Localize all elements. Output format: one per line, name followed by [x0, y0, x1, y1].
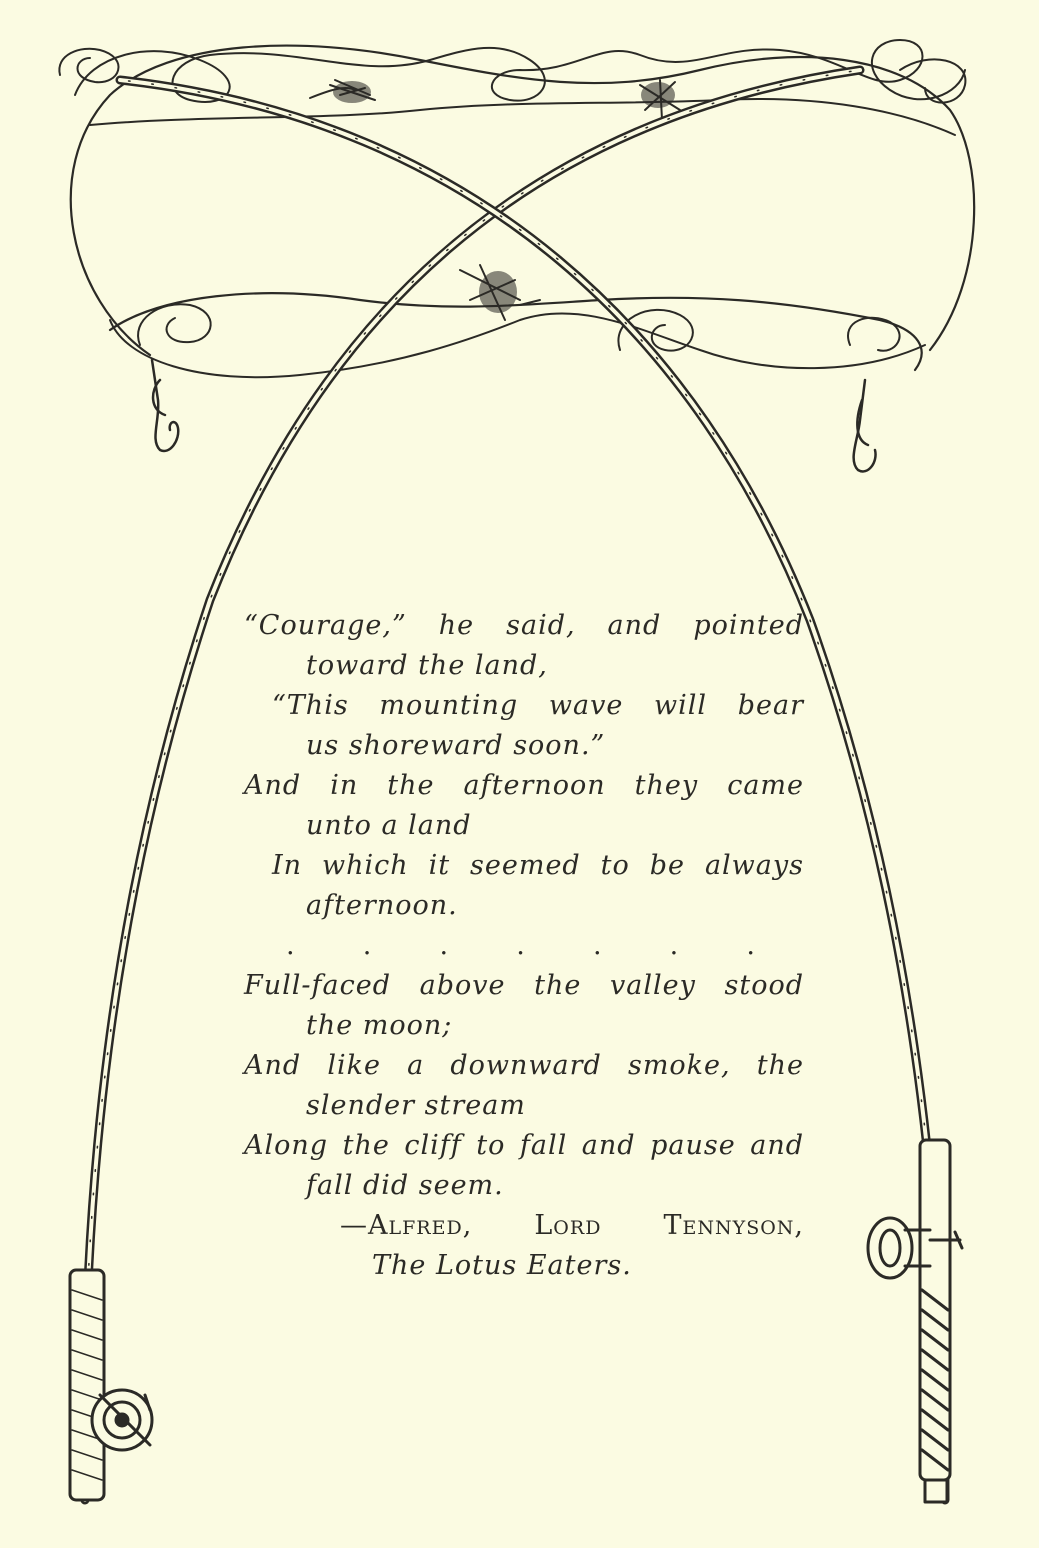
poem-line: afternoon. — [306, 890, 458, 921]
ellipsis-separator: . . . . . . . — [286, 930, 756, 961]
hook-icon — [854, 380, 876, 471]
poem-line: us shoreward soon.” — [306, 730, 606, 761]
poem-line: And in the afternoon they came — [244, 770, 804, 801]
poem-line: In which it seemed to be always — [272, 850, 804, 881]
poem-line: And like a downward smoke, the — [244, 1050, 804, 1081]
poem-attribution: —Alfred, Lord Tennyson, — [340, 1210, 804, 1241]
poem-block — [244, 606, 804, 1286]
fishing-line-scroll-icon — [110, 293, 922, 370]
poem-line: Full-faced above the valley stood — [244, 970, 804, 1001]
hook-icon — [152, 360, 178, 451]
poem-line: unto a land — [306, 810, 472, 841]
fishing-line-scroll-icon — [900, 59, 965, 102]
poem-line: toward the land, — [306, 650, 548, 681]
fishing-line-scroll-icon — [848, 318, 900, 351]
poem-line: the moon; — [306, 1010, 453, 1041]
fishing-line-scroll-icon — [110, 313, 925, 377]
poem-line: “Courage,” he said, and pointed — [244, 610, 804, 641]
reel-icon — [92, 1390, 152, 1450]
poem-line: Along the cliff to fall and pause and — [244, 1130, 804, 1161]
poem-line: “This mounting wave will bear — [272, 690, 804, 721]
fly-lure-icon — [460, 265, 540, 320]
fishing-line-scroll-icon — [90, 99, 955, 135]
fishing-line-scroll-icon — [59, 49, 118, 83]
poem-line: slender stream — [306, 1090, 526, 1121]
poem-line: fall did seem. — [306, 1170, 504, 1201]
poem-work-title: The Lotus Eaters. — [372, 1250, 632, 1281]
fly-lure-icon — [310, 80, 375, 102]
